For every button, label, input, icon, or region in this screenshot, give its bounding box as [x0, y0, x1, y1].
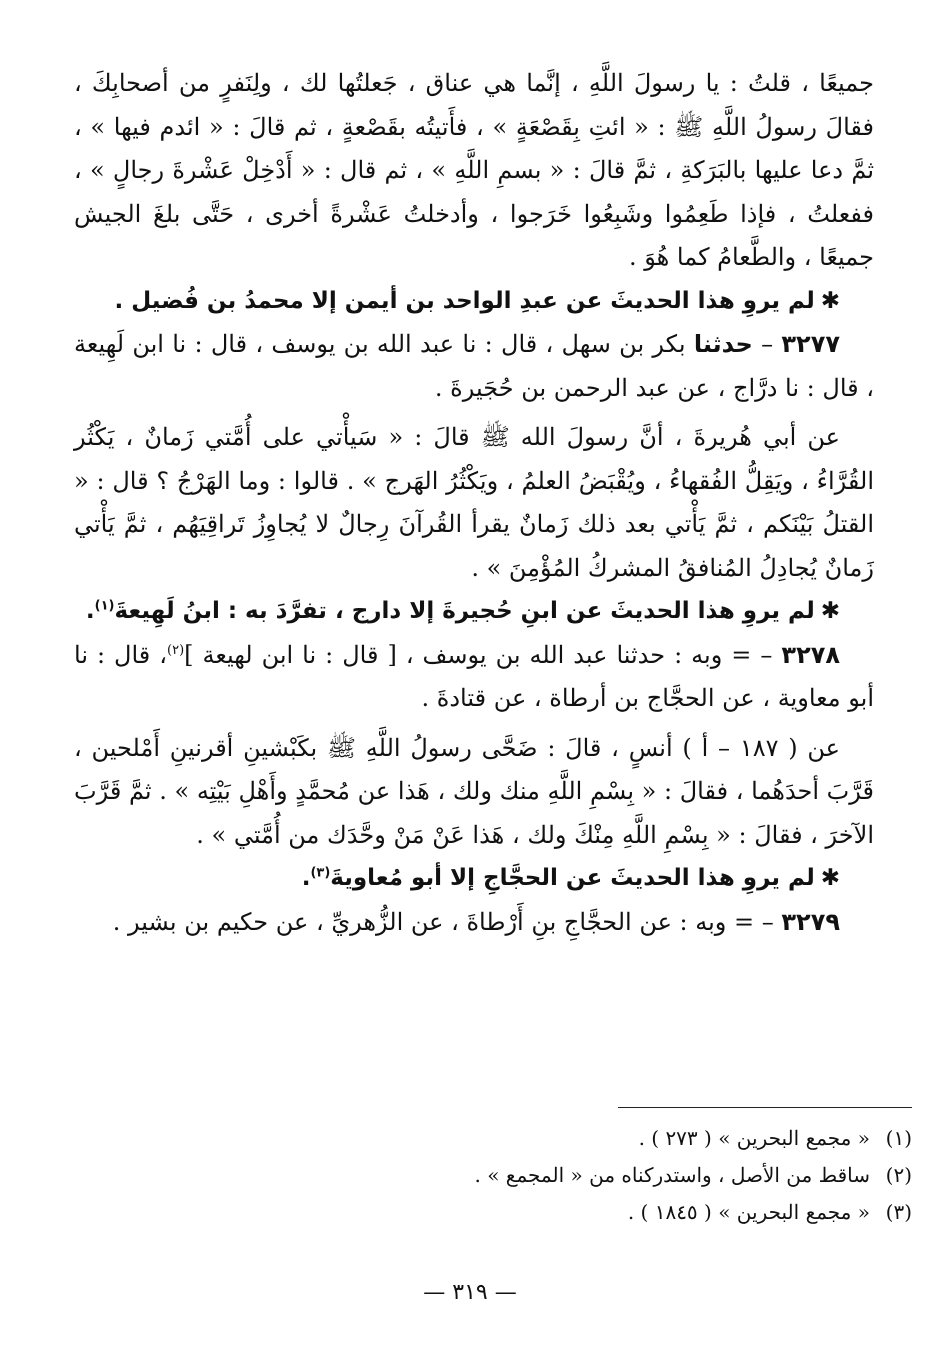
commentary-note-1 — [74, 280, 874, 324]
hadith-3278-isnad — [74, 634, 874, 721]
hadith-number: ٣٢٧٧ — [781, 330, 840, 358]
hadith-number: ٣٢٧٨ — [781, 640, 841, 669]
footnote-3 — [92, 1194, 912, 1231]
footnote-1 — [92, 1120, 912, 1157]
hadith-3277-matn: عن أبي هُريرةَ ، أنَّ رسولَ الله ﷺ قالَ : « سَيأْتي على أُمَّتي زَمانٌ ، يَكْثُر القُرَّاءُ ، ويَقِلُّ الفُقهاءُ ، ويُقْبَضُ العلمُ ، ويَكْثُرُ الهَرج » . قالوا : وما الهَرْجُ ؟ قال : « القتلُ بَيْنَكم ، ثمَّ يَأْتي بعد ذلك زَمانٌ يقرأ القُرآنَ رِجالٌ لا يُجاوِزُ تَراقِيَهُم ، ثمَّ يَأْتي زَمانٌ يُجادِلُ المُنافقُ المشركُ المُؤْمِنَ » . — [74, 423, 874, 582]
footnote-ref: (٢) — [167, 642, 185, 658]
footnote-ref: (١) — [94, 598, 115, 614]
commentary-note-3: ✱لم يروِ هذا الحديثَ عن الحجَّاجِ إلا أبو مُعاويةَ$^{(٣)}$. — [301, 865, 840, 891]
footnote-2 — [92, 1157, 912, 1194]
note-text: لم يروِ هذا الحديثَ عن ابنِ حُجيرةَ إلا دارج ، تفرَّدَ به : ابنُ لَهِيعةَ — [114, 598, 815, 624]
footnote-number: (٣) — [885, 1200, 912, 1224]
note-text: لم يروِ هذا الحديثَ عن الحجَّاجِ إلا أبو مُعاويةَ — [330, 865, 815, 891]
hadith-3279-isnad — [74, 901, 874, 945]
hadith-3277-isnad: ٣٢٧٧ – حدثنا بكر بن سهل ، قال : نا عبد الله بن يوسف ، قال : نا ابن لَهِيعة ، قال : نا درَّاج ، عن عبد الرحمن بن حُجَيرةَ . — [74, 330, 874, 402]
hadith-3278-matn: عن ( ١٨٧ – أ ) أنسٍ ، قالَ : ضَحَّى رسولُ اللَّهِ ﷺ بكَبْشينِ أقرنينِ أَمْلحين ، قَرَّبَ أحدَهُما ، فقالَ : « بِسْمِ اللَّهِ منك ولك ، هَذا عن مُحمَّدٍ وأَهْلِ بَيْتِه » . ثمَّ قَرَّبَ الآخرَ ، فقالَ : « بِسْمِ اللَّهِ مِنْكَ ولك ، هَذا عَنْ مَنْ وحَّدَك من أُمَّتي » . — [74, 733, 874, 849]
footnote-number: (١) — [885, 1126, 912, 1150]
footnotes — [92, 1120, 912, 1231]
page-body — [74, 62, 874, 944]
footnote-text: « مجمع البحرين » ( ١٨٤٥ ) . — [627, 1200, 870, 1224]
isnad-text: بكر بن سهل ، قال : نا عبد الله بن يوسف ، قال : نا ابن لَهِيعة ، قال : نا درَّاج ، عن عبد الرحمن بن حُجَيرةَ . — [74, 330, 874, 402]
footnote-text: « مجمع البحرين » ( ٢٧٣ ) . — [638, 1126, 870, 1150]
page-number: — ٣١٩ — — [423, 1280, 517, 1305]
star-icon: ✱ — [820, 865, 840, 891]
note-text: لم يروِ هذا الحديثَ عن عبدِ الواحد بن أيمن إلا محمدُ بن فُضيل . — [114, 287, 815, 314]
star-icon: ✱ — [820, 287, 840, 314]
footnote-ref: (٣) — [310, 865, 331, 881]
footnote-text: ساقط من الأصل ، واستدركناه من « المجمع » . — [474, 1163, 870, 1187]
footnote-divider — [618, 1107, 912, 1108]
hadith-number: ٣٢٧٩ — [781, 907, 840, 936]
isnad-text-cont: ، قال : نا أبو معاوية ، عن الحجَّاج بن أرطاة ، عن قتادةَ . — [74, 640, 874, 712]
paragraph-hadith-continuation: جميعًا ، قلتُ : يا رسولَ اللَّهِ ، إنَّما هي عناق ، جَعلتُها لك ، ولِنَفرٍ من أصحابِكَ ، فقالَ رسولُ اللَّهِ ﷺ : « ائتِ بِقَصْعَةٍ » ، فأَتيتُه بقَصْعةٍ ، ثم قالَ : « ائدم فيها » ، ثمَّ دعا عليها بالبَرَكةِ ، ثمَّ قالَ : « بسمِ اللَّهِ » ، ثم قال : « أَدْخِلْ عَشْرةَ رجالٍ » ، ففعلتُ ، فإذا طَعِمُوا وشَبِعُوا خَرَجوا ، وأدخلتُ عَشْرةً أخرى ، حَتَّى بلغَ الجيش جميعًا ، والطَّعامُ كما هُوَ . — [74, 69, 874, 271]
footnote-number: (٢) — [885, 1163, 912, 1187]
isnad-text: – = وبه : حدثنا عبد الله بن يوسف ، [ قال : نا ابن لهيعة ] — [184, 640, 773, 669]
isnad-text: – = وبه : عن الحجَّاجِ بنِ أَرْطاةَ ، عن الزُّهريِّ ، عن حكيم بن بشير . — [112, 907, 774, 936]
commentary-note-2: ✱لم يروِ هذا الحديثَ عن ابنِ حُجيرةَ إلا دارج ، تفرَّدَ به : ابنُ لَهِيعةَ$^{(١)}$. — [85, 598, 840, 624]
haddathana-word: حدثنا — [693, 330, 753, 358]
star-icon: ✱ — [820, 598, 840, 624]
